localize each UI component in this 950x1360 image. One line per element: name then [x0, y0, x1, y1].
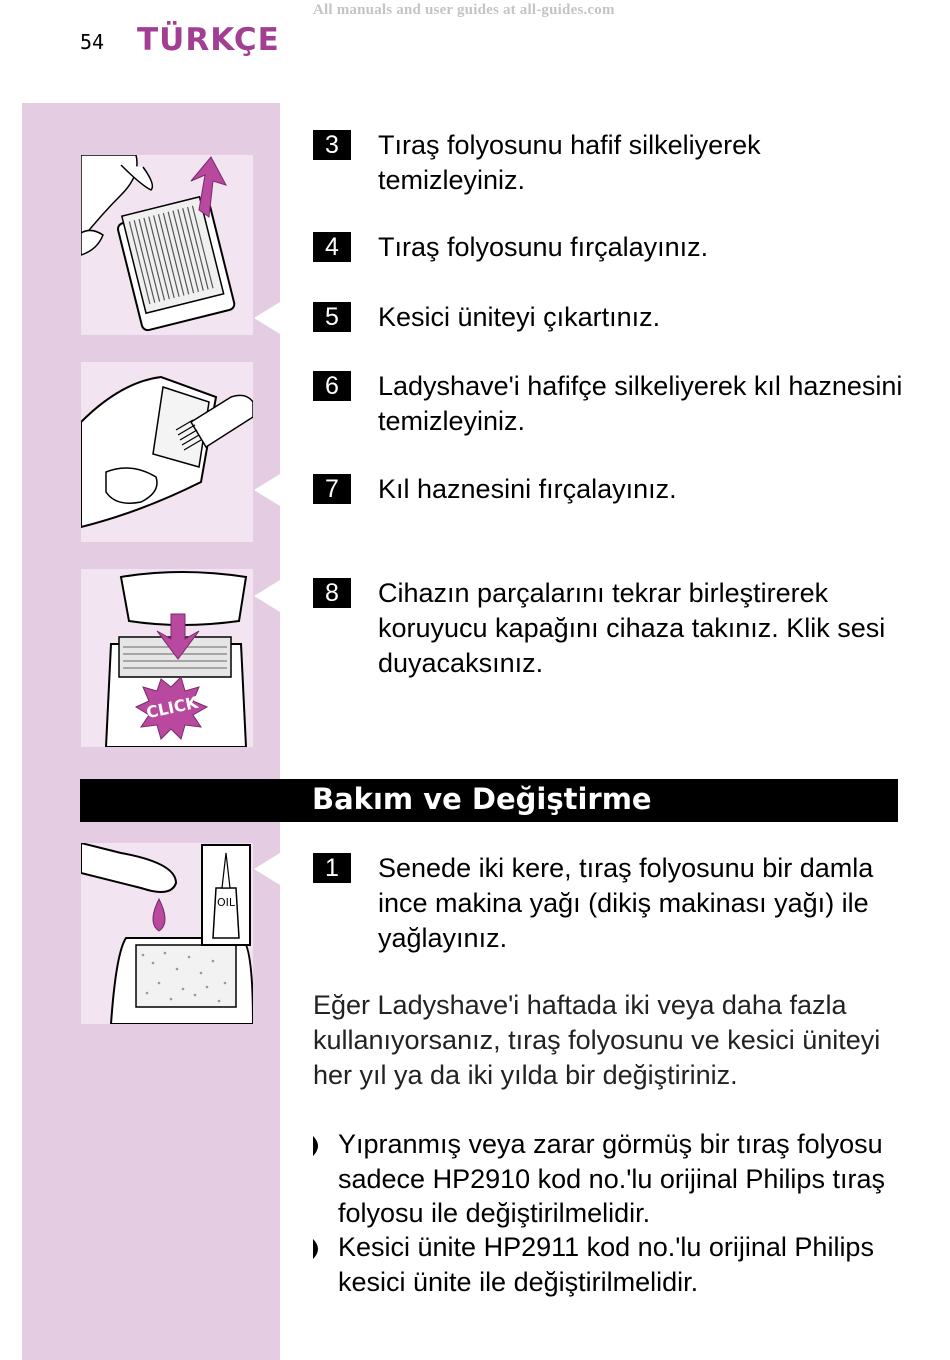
- brush-chamber-icon: [81, 362, 253, 542]
- watermark: All manuals and user guides at all-guides.com: [313, 2, 615, 18]
- step-text: Senede iki kere, tıraş folyosunu bir damla ince makina yağı (dikiş makinası yağı) ile yağlayınız.: [378, 853, 874, 953]
- step-text: Tıraş folyosunu hafif silkeliyerek temizleyiniz.: [378, 130, 761, 195]
- step-text: Kıl haznesini fırçalayınız.: [378, 474, 677, 504]
- step-number: 6: [313, 371, 351, 401]
- step-number: 5: [313, 302, 351, 332]
- figure-pointer: [254, 302, 280, 334]
- figure-oil-foil: [81, 843, 253, 1024]
- step-text: Kesici üniteyi çıkartınız.: [378, 302, 661, 332]
- shake-foil-icon: [81, 155, 253, 335]
- step-text: Tıraş folyosunu fırçalayınız.: [378, 232, 709, 262]
- step-number: 1: [313, 853, 351, 883]
- reassemble-cap-icon: [81, 569, 253, 747]
- maintenance-paragraph: Eğer Ladyshave'i haftada iki veya daha fazla kullanıyorsanız, tıraş folyosunu ve kesici üniteyi her yıl ya da iki yılda bir değiştiriniz.: [313, 990, 881, 1090]
- figure-reassemble: [81, 569, 253, 747]
- step-number: 3: [313, 130, 351, 160]
- figure-pointer: [254, 853, 280, 885]
- step-number: 7: [313, 474, 351, 504]
- bullet-icon: [313, 1239, 323, 1259]
- oil-foil-icon: [81, 843, 253, 1024]
- step-number: 4: [313, 232, 351, 262]
- figure-pointer: [254, 474, 280, 506]
- oil-label: OIL: [216, 896, 236, 909]
- click-label: CLICK: [144, 692, 200, 723]
- step-text: Ladyshave'i hafifçe silkeliyerek kıl haznesini temizleyiniz.: [378, 371, 903, 436]
- bullet-text: Yıpranmış veya zarar görmüş bir tıraş folyosu sadece HP2910 kod no.'lu orijinal Philips tıraş folyosu ile değiştirilmelidir.: [338, 1129, 885, 1228]
- figure-brush-chamber: [81, 362, 253, 542]
- figure-shake-foil: [81, 155, 253, 335]
- step-number: 8: [313, 578, 351, 608]
- page-number: 54: [80, 30, 105, 54]
- step-text: Cihazın parçalarını tekrar birleştirerek koruyucu kapağını cihaza takınız. Klik sesi duyacaksınız.: [378, 578, 886, 678]
- bullet-text: Kesici ünite HP2911 kod no.'lu orijinal Philips kesici ünite ile değiştirilmelidir.: [338, 1232, 874, 1297]
- bullet-icon: [313, 1136, 323, 1156]
- section-header: [80, 779, 898, 822]
- section-title: Bakım ve Değiştirme: [312, 782, 652, 816]
- figure-pointer: [254, 580, 280, 612]
- language-heading: TÜRKÇE: [137, 22, 280, 58]
